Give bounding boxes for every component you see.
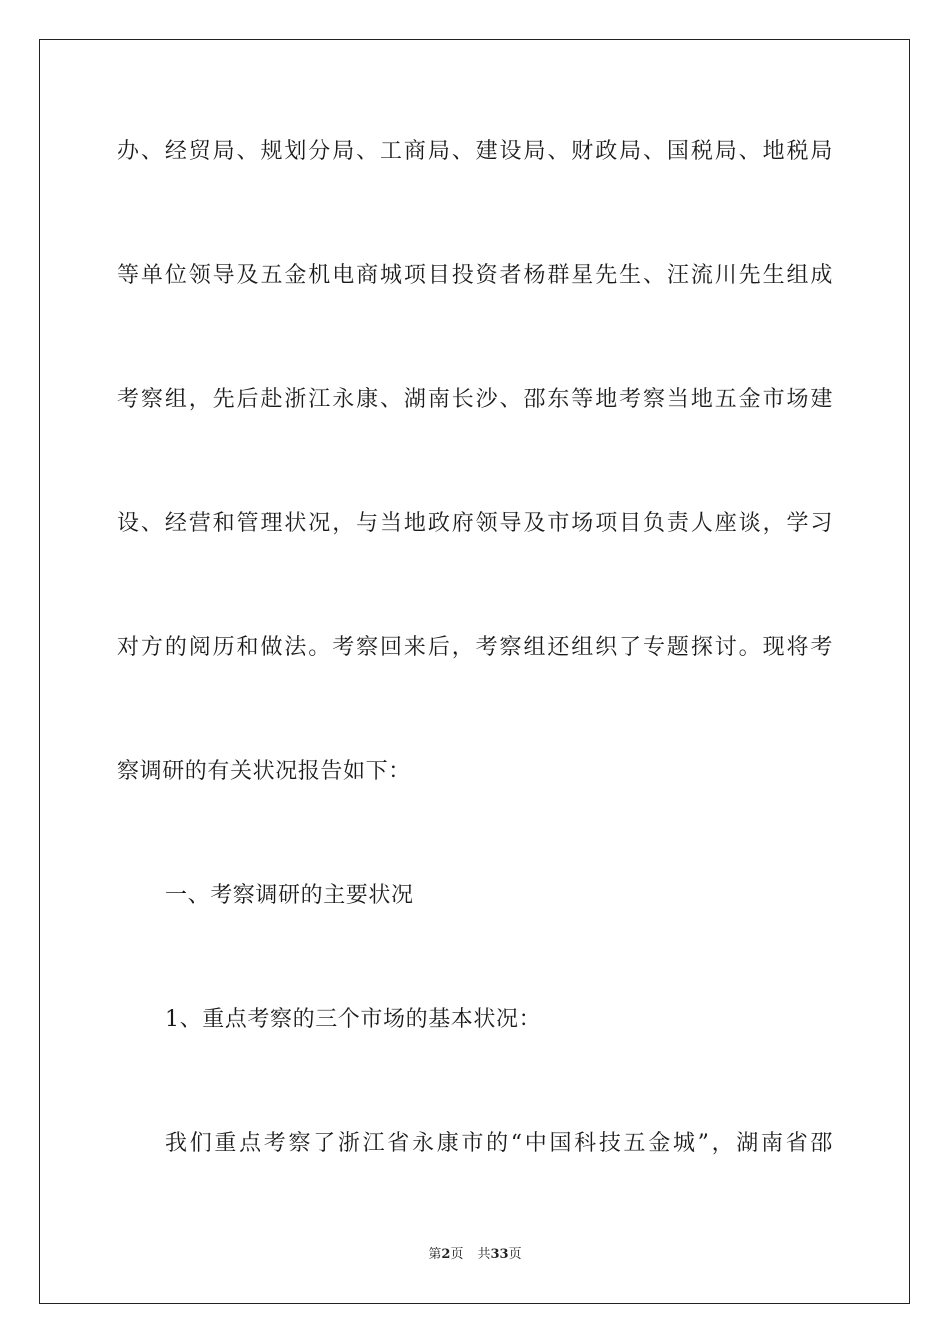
page-footer [0, 1246, 950, 1264]
footer-page-number: 2 [441, 1247, 451, 1262]
page-border [39, 39, 910, 1304]
footer-total-pages: 33 [490, 1247, 509, 1262]
paragraph-line-2: 等单位领导及五金机电商城项目投资者杨群星先生、汪流川先生组成 [117, 263, 833, 288]
paragraph-line-1: 办、经贸局、规划分局、工商局、建设局、财政局、国税局、地税局 [117, 139, 833, 164]
subsection-heading: 1、重点考察的三个市场的基本状况： [165, 1007, 542, 1032]
paragraph-line-6: 察调研的有关状况报告如下： [117, 759, 411, 784]
paragraph-line-5: 对方的阅历和做法。考察回来后，考察组还组织了专题探讨。现将考 [117, 635, 833, 660]
paragraph-line-9: 我们重点考察了浙江省永康市的“中国科技五金城”，湖南省邵 [165, 1131, 833, 1156]
paragraph-line-4: 设、经营和管理状况，与当地政府领导及市场项目负责人座谈，学习 [117, 511, 833, 536]
footer-page-prefix: 第 [428, 1247, 442, 1262]
section-heading: 一、考察调研的主要状况 [165, 883, 414, 908]
footer-page-suffix: 页 [450, 1247, 464, 1262]
paragraph-line-3: 考察组，先后赴浙江永康、湖南长沙、邵东等地考察当地五金市场建 [117, 387, 833, 412]
footer-total-suffix: 页 [508, 1247, 522, 1262]
footer-total-prefix: 共 [477, 1247, 491, 1262]
